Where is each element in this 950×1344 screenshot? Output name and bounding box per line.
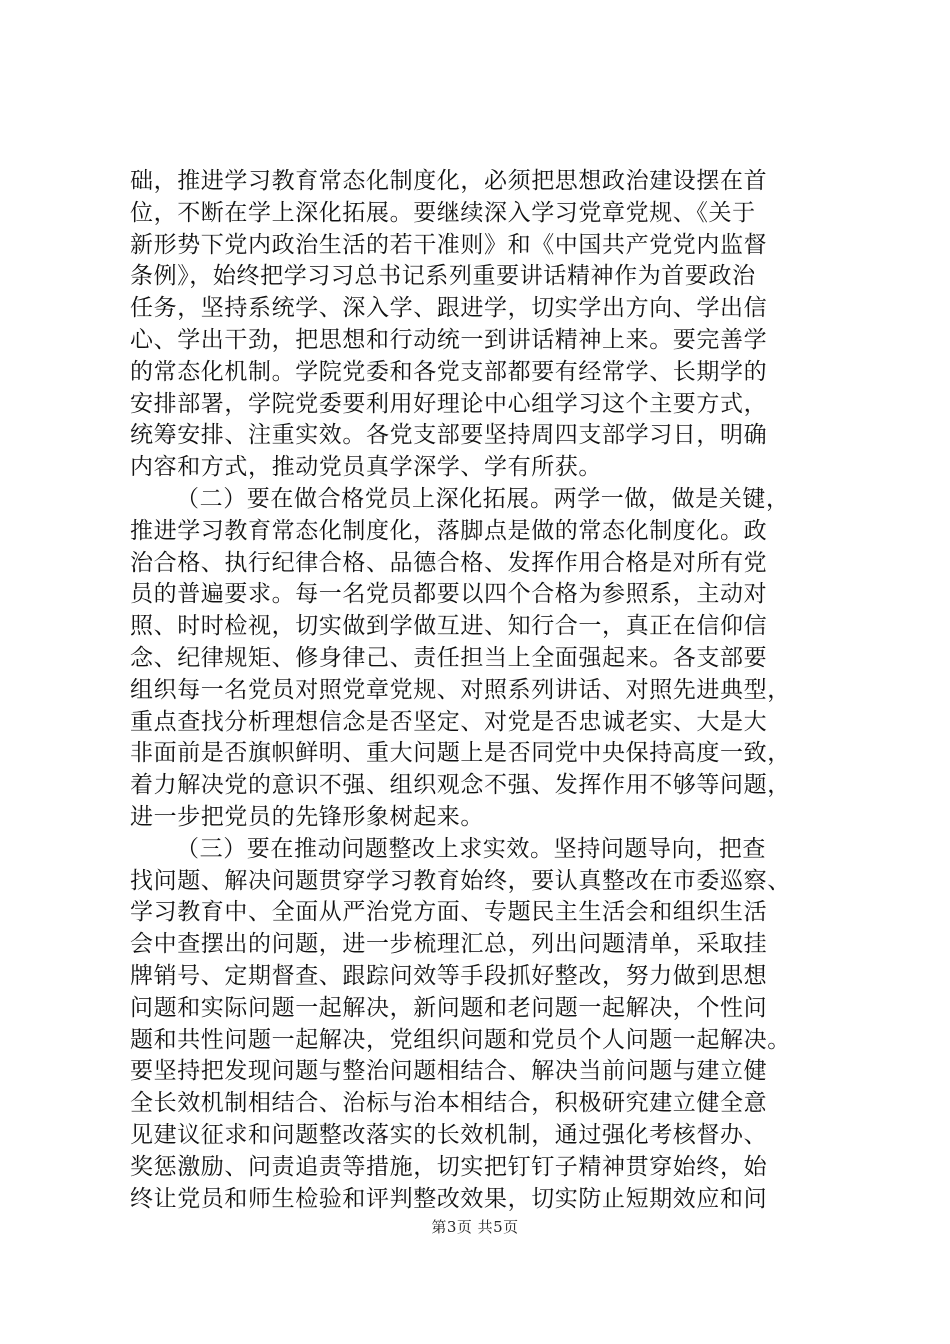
text-line: 的常态化机制。学院党委和各党支部都要有经常学、长期学的	[130, 358, 768, 385]
text-line: 全长效机制相结合、治标与治本相结合，积极研究建立健全意	[130, 1090, 768, 1117]
page-number-footer: 第3页 共5页	[431, 1218, 519, 1236]
text-line: 位，不断在学上深化拓展。要继续深入学习党章党规、《关于	[130, 199, 756, 226]
text-line: 牌销号、定期督查、跟踪问效等手段抓好整改，努力做到思想	[130, 962, 768, 989]
text-line: 题和共性问题一起解决，党组织问题和党员个人问题一起解决。	[130, 1026, 791, 1053]
text-line: 照、时时检视，切实做到学做互进、知行合一，真正在信仰信	[130, 613, 768, 640]
section-heading-line: （三）要在推动问题整改上求实效。坚持问题导向，把查	[176, 835, 766, 862]
text-line: 础，推进学习教育常态化制度化，必须把思想政治建设摆在首	[130, 168, 768, 194]
text-line: 问题和实际问题一起解决，新问题和老问题一起解决，个性问	[130, 994, 768, 1021]
text-line: 任务，坚持系统学、深入学、跟进学，切实学出方向、学出信	[130, 295, 768, 322]
text-line: 念、纪律规矩、修身律己、责任担当上全面强起来。各支部要	[130, 644, 768, 671]
text-line: 见建议征求和问题整改落实的长效机制，通过强化考核督办、	[130, 1121, 768, 1148]
text-line: 终让党员和师生检验和评判整改效果，切实防止短期效应和问	[130, 1185, 768, 1212]
text-line: 安排部署，学院党委要利用好理论中心组学习这个主要方式，	[130, 390, 768, 417]
body-text	[130, 166, 830, 1215]
text-line: 组织每一名党员对照党章党规、对照系列讲话、对照先进典型，	[130, 676, 791, 703]
text-line: 找问题、解决问题贯穿学习教育始终，要认真整改在市委巡察、	[130, 867, 791, 894]
text-line: 非面前是否旗帜鲜明、重大问题上是否同党中央保持高度一致，	[130, 740, 791, 767]
text-line: 内容和方式，推动党员真学深学、学有所获。	[130, 454, 602, 481]
text-line: 新形势下党内政治生活的若干准则》和《中国共产党党内监督	[130, 231, 768, 258]
text-line: 员的普遍要求。每一名党员都要以四个合格为参照系，主动对	[130, 581, 768, 608]
text-line: 学习教育中、全面从严治党方面、专题民主生活会和组织生活	[130, 899, 768, 926]
text-line: 进一步把党员的先锋形象树起来。	[130, 803, 484, 830]
text-line: 会中查摆出的问题，进一步梳理汇总，列出问题清单，采取挂	[130, 931, 768, 958]
text-line: 条例》，始终把学习习总书记系列重要讲话精神作为首要政治	[130, 263, 756, 290]
text-line: 心、学出干劲，把思想和行动统一到讲话精神上来。要完善学	[130, 326, 768, 353]
section-heading-line: （二）要在做合格党员上深化拓展。两学一做，做是关键，	[176, 485, 790, 512]
text-line: 要坚持把发现问题与整治问题相结合、解决当前问题与建立健	[130, 1058, 768, 1085]
text-line: 着力解决党的意识不强、组织观念不强、发挥作用不够等问题，	[130, 772, 791, 799]
text-line: 奖惩激励、问责追责等措施，切实把钉钉子精神贯穿始终，始	[130, 1153, 768, 1180]
text-line: 重点查找分析理想信念是否坚定、对党是否忠诚老实、大是大	[130, 708, 768, 735]
text-line: 治合格、执行纪律合格、品德合格、发挥作用合格是对所有党	[130, 549, 768, 576]
text-line: 统筹安排、注重实效。各党支部要坚持周四支部学习日，明确	[130, 422, 768, 449]
text-line: 推进学习教育常态化制度化，落脚点是做的常态化制度化。政	[130, 517, 768, 544]
